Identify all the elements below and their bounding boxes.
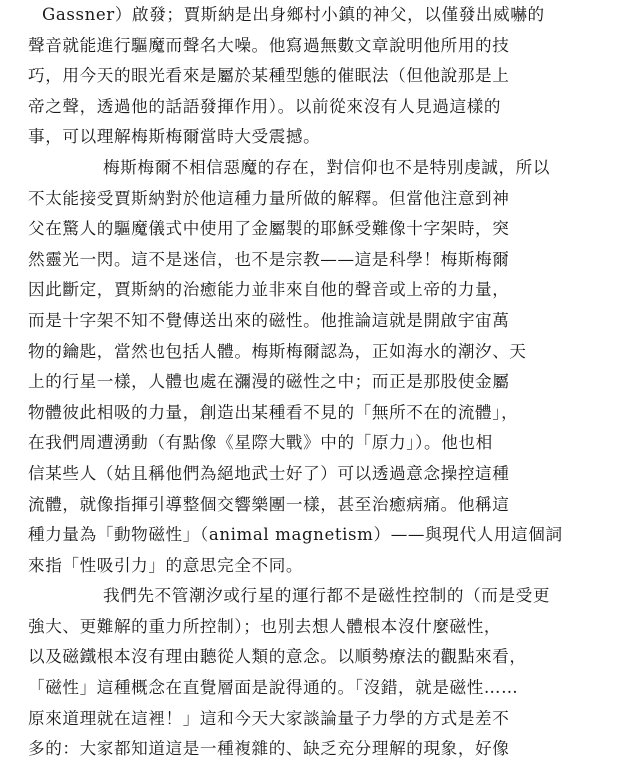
text-line: 強大、更難解的重力所控制）；也別去想人體根本沒什麼磁性， [28, 616, 502, 636]
text-line: 巧，用今天的眼光看來是屬於某種型態的催眠法（但他說那是上 [28, 66, 510, 86]
text-line: 在我們周遭湧動（有點像《星際大戰》中的「原力」）。他也相 [28, 433, 493, 453]
text-line: 父在驚人的驅魔儀式中使用了金屬製的耶穌受難像十字架時，突 [28, 219, 510, 239]
text-line: 物體彼此相吸的力量，創造出某種看不見的「無所不在的流體」， [28, 402, 519, 422]
text-line: 梅斯梅爾不相信惡魔的存在，對信仰也不是特別虔誠，所以 [103, 157, 551, 177]
text-line: 聲音就能進行驅魔而聲名大噪。他寫過無數文章說明他所用的技 [28, 35, 510, 55]
text-line: 帝之聲，透過他的話語發揮作用）。以前從來沒有人見過這樣的 [28, 96, 502, 116]
text-line: 原來道理就在這裡！」這和今天大家談論量子力學的方式是差不 [28, 708, 510, 728]
text-line: 因此斷定，賈斯納的治癒能力並非來自他的聲音或上帝的力量， [28, 280, 510, 300]
text-line: 「磁性」這種概念在直覺層面是說得通的。「沒錯，就是磁性…… [28, 678, 519, 698]
text-line: 以及磁鐵根本沒有理由聽從人類的意念。以順勢療法的觀點來看， [28, 647, 527, 667]
body-text [28, 0, 628, 765]
text-line: 而是十字架不知不覺傳送出來的磁性。他推論這就是開啟宇宙萬 [28, 310, 510, 330]
text-line: Gassner）啟發；賈斯納是出身鄉村小鎮的神父，以僅發出威嚇的 [42, 5, 545, 24]
text-line: 然靈光一閃。這不是迷信，也不是宗教——這是科學！梅斯梅爾 [28, 249, 510, 269]
text-line: 上的行星一樣，人體也處在瀰漫的磁性之中；而正是那股使金屬 [28, 372, 510, 392]
text-line: 流體，就像指揮引導整個交響樂團一樣，甚至治癒病痛。他稱這 [28, 494, 510, 514]
text-line: 不太能接受賈斯納對於他這種力量所做的解釋。但當他注意到神 [28, 188, 510, 208]
text-line: 來指「性吸引力」的意思完全不同。 [28, 555, 304, 575]
text-line: 物的鑰匙，當然也包括人體。梅斯梅爾認為，正如海水的潮汐、天 [28, 341, 527, 361]
text-line: 事，可以理解梅斯梅爾當時大受震撼。 [28, 127, 321, 147]
text-line: 信某些人（姑且稱他們為絕地武士好了）可以透過意念操控這種 [28, 463, 510, 483]
text-line: 種力量為「動物磁性」（animal magnetism）——與現代人用這個詞 [28, 525, 563, 545]
text-line: 我們先不管潮汐或行星的運行都不是磁性控制的（而是受更 [103, 586, 551, 606]
text-line: 多的：大家都知道這是一種複雜的、缺乏充分理解的現象，好像 [28, 739, 510, 759]
